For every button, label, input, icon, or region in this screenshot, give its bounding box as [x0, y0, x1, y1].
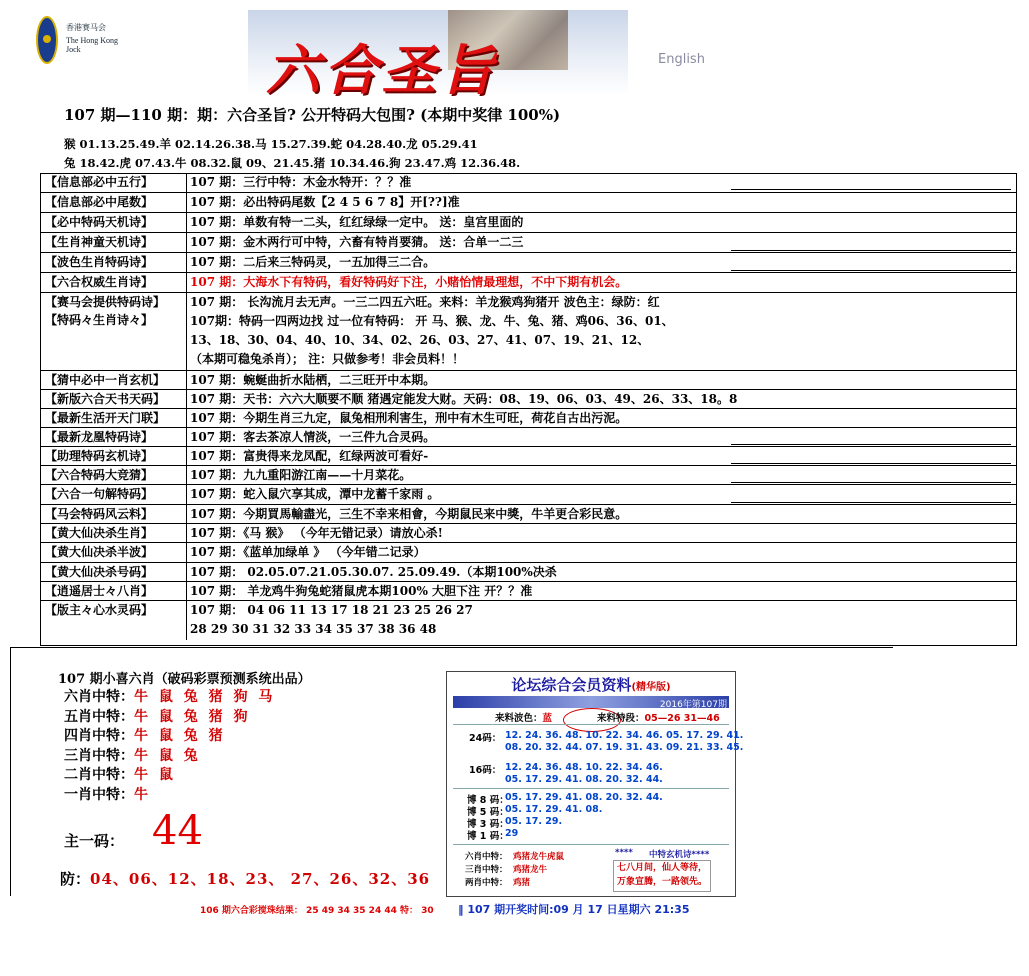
row-label: [41, 428, 187, 447]
row-label: [41, 505, 187, 524]
row-value-line: 107 期：单数有特一二头，红红绿绿一定中。 送：皇宫里面的: [190, 215, 524, 229]
special-value: 05—26 31—46: [644, 713, 720, 724]
row-label-text: 【六合一句解特码】: [45, 487, 154, 501]
three-value: 鸡猪龙牛: [513, 865, 548, 875]
xiao-row: [64, 745, 201, 765]
row-value-line: 107 期：大海水下有特码，看好特码好下注，小赌怡情最理想，不中下期有机会。: [190, 275, 628, 289]
row-value-line: 107 期： 长沟流月去无声。一三二四五六旺。来料：羊龙猴鸡狗猪开 波色主：绿防：红: [190, 295, 660, 309]
poem-stamp: [613, 860, 711, 892]
row-underline: [731, 250, 1011, 251]
row-value: [190, 273, 1012, 292]
row-value-line: 107 期： 04 06 11 13 17 18 21 23 25 26 27: [190, 603, 473, 617]
table-row: [41, 484, 1016, 505]
wave-value: 蓝: [542, 713, 553, 724]
bo3-label: 博 3 码：: [467, 819, 509, 830]
row-label-text: 【必中特码天机诗】: [45, 215, 154, 229]
member-divider: [453, 724, 729, 725]
bo1-label: 博 1 码：: [467, 831, 509, 842]
logo-text-chinese: 香港赛马会: [66, 23, 106, 32]
xiao-row-label: 一肖中特：: [64, 786, 134, 803]
row-value: [190, 601, 1012, 639]
two-label: 两肖中特：: [465, 878, 508, 888]
main-code-value: 44: [152, 808, 203, 854]
row-value-line: 107 期：富贵得来龙凤配，红绿两波可看好-: [190, 449, 429, 463]
row-label: [41, 524, 187, 543]
bo8-value: 05. 17. 29. 41. 08. 20. 32. 44.: [505, 792, 663, 803]
member-divider: [453, 844, 729, 845]
row-value: [190, 524, 1012, 543]
xiao-row: [64, 706, 251, 726]
row-value-line: 107 期：《蓝单加绿单 》 （今年错二记录）: [190, 545, 426, 559]
code16-label: 16码：: [469, 765, 502, 776]
row-label: [41, 371, 187, 390]
member-divider: [453, 788, 729, 789]
row-underline: [731, 482, 1011, 483]
row-value-line: 107 期：三行中特：木金水特开：？？准: [190, 175, 412, 189]
xiao-row: [64, 686, 275, 706]
bo5-label: 博 5 码：: [467, 807, 509, 818]
row-value: [190, 193, 1012, 212]
table-row: [41, 192, 1016, 213]
xiao-row-value: 牛: [134, 786, 151, 803]
row-label: [41, 409, 187, 428]
table-row: [41, 581, 1016, 601]
xiao-row: [64, 784, 151, 804]
table-row: [41, 389, 1016, 409]
member-wave-row: [495, 710, 552, 724]
row-label-text: 【信息部必中五行】: [45, 175, 154, 189]
stars: ****: [615, 848, 633, 858]
code24-label: 24码：: [469, 733, 502, 744]
bo1-value: 29: [505, 828, 519, 839]
row-label: [41, 293, 187, 371]
page-headline: 107 期—110 期：期：六合圣旨? 公开特码大包围? (本期中奖律 100%): [64, 106, 561, 124]
two-value: 鸡猪: [513, 878, 531, 888]
row-value: [190, 390, 1012, 409]
row-value: [190, 582, 1012, 601]
row-label: [41, 193, 187, 213]
row-label: [41, 253, 187, 273]
row-label-text: 【波色生肖特码诗】: [45, 255, 154, 269]
row-value: [190, 543, 1012, 562]
row-label-text: 【黄大仙决杀号码】: [45, 565, 154, 579]
main-code-label: 主一码：: [64, 832, 125, 850]
row-value: [190, 409, 1012, 428]
code24-line-1: 12. 24. 36. 48. 10. 22. 34. 46. 05. 17. 29. 41.: [505, 730, 744, 741]
row-value-line: （本期可稳兔杀肖）； 注：只做参考！非会员料！！: [190, 352, 465, 366]
table-row: [41, 252, 1016, 273]
six-value: 鸡猪龙牛虎鼠: [513, 852, 565, 862]
xiao-row-value: 牛 鼠 兔: [134, 747, 201, 764]
row-value-line: 107 期： 02.05.07.21.05.30.07. 25.09.49.（本期100%决杀: [190, 565, 557, 579]
row-label: [41, 601, 187, 640]
xiao-row-value: 牛 鼠: [134, 767, 176, 783]
row-underline: [731, 502, 1011, 503]
xiao-row-value: 牛 鼠 兔 猪: [134, 728, 226, 744]
poem-line-1: 七八月间，仙人等待，: [616, 863, 707, 873]
row-label-text: 【版主々心水灵码】: [45, 603, 154, 617]
row-value-line: 107 期：必出特码尾数【2 4 5 6 7 8】开[??]准: [190, 195, 460, 209]
table-row: [41, 542, 1016, 563]
row-label-text: 【黄大仙决杀半波】: [45, 545, 154, 559]
xiao-row-label: 四肖中特：: [64, 728, 134, 744]
row-label: [41, 466, 187, 485]
member-title: [447, 674, 735, 695]
row-label-text: 【赛马会提供特码诗】: [45, 295, 166, 309]
row-value-line: 107 期：九九重阳游江南——十月菜花。: [190, 468, 412, 482]
row-value: [190, 371, 1012, 390]
row-value: [190, 505, 1012, 524]
hkjc-logo: [36, 16, 126, 68]
row-label-text: 【逍遥居士々八肖】: [45, 584, 154, 598]
fang-row: [60, 868, 430, 889]
row-label: [41, 173, 187, 192]
xiao-row: [64, 764, 176, 784]
member-title-text: 论坛综合会员资料: [511, 676, 632, 694]
row-value-line: 13、18、30、04、40、10、34、02、26、03、27、41、07、19、21、12、: [190, 333, 650, 347]
row-value-line: 28 29 30 31 32 33 34 35 37 38 36 48: [190, 622, 437, 636]
row-value-line: 107 期：蛇入鼠穴享其成，潭中龙蓄千家雨 。: [190, 487, 440, 501]
xiao-row: [64, 725, 226, 745]
table-row: [41, 272, 1016, 293]
wave-label: 来料波色：: [495, 713, 543, 724]
member-info-image: [446, 671, 744, 897]
table-row: [41, 446, 1016, 466]
table-row: [41, 504, 1016, 524]
zodiac-numbers-line-1: 猴 01.13.25.49.羊 02.14.26.38.马 15.27.39.蛇 04.28.40.龙 05.29.41: [64, 137, 478, 151]
english-link[interactable]: English: [658, 52, 705, 67]
bo3-value: 05. 17. 29.: [505, 816, 563, 827]
xiao-row-label: 三肖中特：: [64, 747, 134, 764]
six-label: 六肖中特：: [465, 852, 508, 862]
fang-value: 04、06、12、18、23、 27、26、32、36: [90, 870, 431, 888]
row-label: [41, 447, 187, 466]
row-underline: [731, 463, 1011, 464]
row-label-text: 【特码々生肖诗々】: [45, 313, 154, 327]
row-label: [41, 485, 187, 505]
table-row: [41, 562, 1016, 582]
row-value-line: 107 期：天书：六六大顺要不顺 猪遇定能发大财。天码：08、19、06、03、49、26、33、18。8: [190, 392, 738, 406]
xiao-row-label: 二肖中特：: [64, 767, 134, 783]
bo8-label: 博 8 码：: [467, 795, 509, 806]
previous-draw-result: 106 期六合彩搅珠结果： 25 49 34 35 24 44 特： 30: [200, 906, 434, 916]
row-value-line: 107 期：今期買馬輸盡光，三生不幸来相會，今期鼠民来中獎，牛羊更合彩民意。: [190, 507, 628, 521]
banner-title: 六合圣旨: [266, 38, 498, 102]
row-label-text: 【猜中必中一肖玄机】: [45, 373, 166, 387]
row-value-line: 107 期：《马 猴》 （今年无错记录）请放心杀!: [190, 526, 443, 540]
zodiac-numbers-line-2: 兔 18.42.虎 07.43.牛 08.32.鼠 09、21.45.猪 10.34.46.狗 23.47.鸡 12.36.48.: [64, 156, 521, 170]
row-value-line: 107 期： 羊龙鸡牛狗兔蛇猪鼠虎本期100% 大胆下注 开？？准: [190, 584, 533, 598]
row-underline: [731, 444, 1011, 445]
bo5-value: 05. 17. 29. 41. 08.: [505, 804, 603, 815]
member-edition: (精华版): [631, 682, 671, 693]
poem-label: 中特玄机诗****: [649, 850, 710, 860]
code24-line-2: 08. 20. 32. 44. 07. 19. 31. 43. 09. 21. 33. 45.: [505, 742, 744, 753]
table-row: [41, 370, 1016, 390]
row-label-text: 【最新龙凰特码诗】: [45, 430, 154, 444]
three-label: 三肖中特：: [465, 865, 508, 875]
row-label: [41, 582, 187, 601]
title-banner: [248, 10, 628, 102]
table-row: [41, 173, 1016, 192]
row-label: [41, 563, 187, 582]
row-underline: [731, 189, 1011, 190]
table-row: [41, 232, 1016, 253]
logo-text-english: The Hong Kong Jock: [66, 36, 118, 54]
row-label-text: 【最新生活开天门联】: [45, 411, 166, 425]
row-value-line: 107 期：客去茶凉人情淡，一三件九合灵码。: [190, 430, 436, 444]
row-label: [41, 390, 187, 409]
row-value: [190, 213, 1012, 232]
code16-line-2: 05. 17. 29. 41. 08. 20. 32. 44.: [505, 774, 663, 785]
table-row: [41, 408, 1016, 428]
row-label: [41, 543, 187, 563]
draw-time: ‖ 107 期开奖时间:09 月 17 日星期六 21:35: [458, 903, 690, 916]
row-label-text: 【六合权威生肖诗】: [45, 275, 154, 289]
row-label-text: 【马会特码风云料】: [45, 507, 154, 521]
row-underline: [731, 270, 1011, 271]
member-special-row: [597, 710, 720, 724]
xiao-row-value: 牛 鼠 兔 猪 狗 马: [134, 689, 276, 705]
row-value-line: 107 期：今期生肖三九定，鼠兔相刑利害生，刑中有木生可旺，荷花自古出污泥。: [190, 411, 628, 425]
row-label-text: 【黄大仙决杀生肖】: [45, 526, 154, 540]
poem-line-2: 万象宣腾，一路领先。: [616, 877, 707, 887]
row-label-text: 【生肖神童天机诗】: [45, 235, 154, 249]
table-row: [41, 465, 1016, 485]
xiao-title: 107 期小喜六肖（破码彩票预测系统出品）: [58, 672, 311, 687]
table-row: [41, 212, 1016, 233]
row-label-text: 【六合特码大竞猜】: [45, 468, 154, 482]
row-label-text: 【助理特码玄机诗】: [45, 449, 154, 463]
special-label: 来料特段：: [597, 713, 645, 724]
table-row: [41, 600, 1016, 640]
table-row: [41, 427, 1016, 447]
row-label-text: 【新版六合天书天码】: [45, 392, 166, 406]
row-label: [41, 273, 187, 293]
prediction-table: [40, 173, 1017, 646]
fang-label: 防：: [60, 870, 91, 888]
table-row: [41, 292, 1016, 371]
row-value-line: 107 期：金木两行可中特，六畜有特肖要猜。 送：合单一二三: [190, 235, 524, 249]
row-value-line: 107 期：蜿蜒曲折水陆栖，二三旺开中本期。: [190, 373, 436, 387]
row-value-line: 107 期：二后来三特码灵，一五加得三二合。: [190, 255, 436, 269]
row-value: [190, 563, 1012, 582]
horse-emblem-icon: [36, 16, 58, 64]
xiao-row-label: 五肖中特：: [64, 708, 134, 725]
row-label: [41, 213, 187, 233]
row-label: [41, 233, 187, 253]
code16-line-1: 12. 24. 36. 48. 10. 22. 34. 46.: [505, 762, 663, 773]
row-label-text: 【信息部必中尾数】: [45, 195, 154, 209]
xiao-row-label: 六肖中特：: [64, 689, 134, 705]
row-value: [190, 293, 1012, 369]
member-issue: 2016年第107期: [659, 700, 727, 710]
xiao-row-value: 牛 鼠 兔 猪 狗: [134, 708, 251, 725]
row-value-line: 107期：特码一四两边找 过一位有特码： 开 马、猴、龙、牛、兔、猪、鸡06、36、01、: [190, 314, 674, 328]
table-row: [41, 523, 1016, 543]
